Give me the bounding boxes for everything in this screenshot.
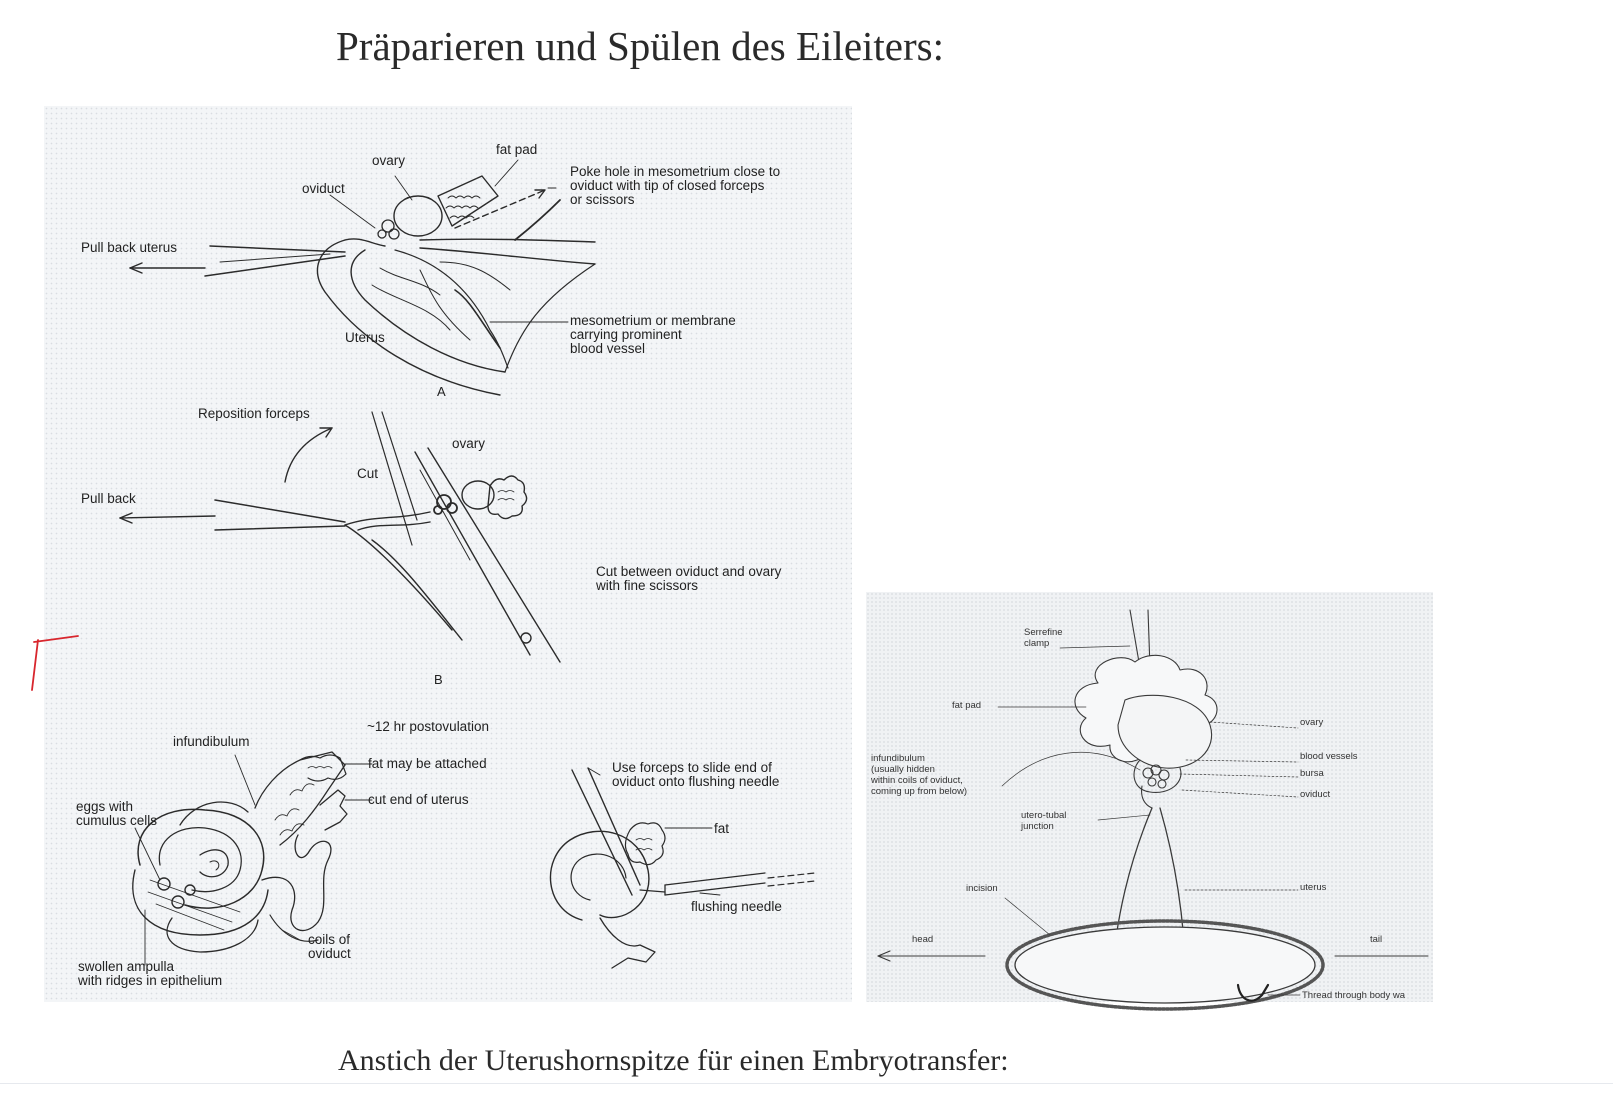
label-oviduct-e: oviduct xyxy=(1300,789,1331,800)
label-cut-between-1: Cut between oviduct and ovary xyxy=(596,564,782,579)
label-infundibulum-e-1: infundibulum xyxy=(871,753,925,764)
panel-label-a: A xyxy=(437,384,446,399)
label-incision: incision xyxy=(966,883,998,894)
label-fat-d: fat xyxy=(714,821,730,836)
label-use-forceps-2: oviduct onto flushing needle xyxy=(612,774,780,789)
label-utero-tubal-2: junction xyxy=(1021,821,1054,832)
label-head: head xyxy=(912,934,934,945)
label-ovary-e: ovary xyxy=(1300,717,1324,728)
label-serrefine-1: Serrefine xyxy=(1024,627,1063,638)
label-flushing-needle: flushing needle xyxy=(691,899,782,914)
label-infundibulum-e-2: (usually hidden xyxy=(871,764,935,775)
label-oviduct-a: oviduct xyxy=(302,181,345,196)
label-pull-back: Pull back xyxy=(81,491,136,506)
label-poke-line-2: oviduct with tip of closed forceps xyxy=(570,178,765,193)
label-bursa: bursa xyxy=(1300,768,1324,779)
label-coils-2: oviduct xyxy=(308,946,351,961)
label-uterus-a: Uterus xyxy=(345,330,385,345)
figure-e-drawing xyxy=(878,610,1428,1009)
label-use-forceps-1: Use forceps to slide end of xyxy=(612,760,772,775)
label-fat-pad-a: fat pad xyxy=(496,142,538,157)
label-poke-line-3: or scissors xyxy=(570,192,635,207)
incision-e xyxy=(1015,927,1315,1003)
section-title-embryotransfer: Anstich der Uterushornspitze für einen Embryotransfer: xyxy=(338,1044,1009,1077)
label-uterus-e: uterus xyxy=(1300,882,1327,893)
label-pull-back-uterus: Pull back uterus xyxy=(81,240,178,255)
label-eggs-2: cumulus cells xyxy=(76,813,158,828)
label-infundibulum-c: infundibulum xyxy=(173,734,250,749)
label-ovary-a: ovary xyxy=(372,153,406,168)
label-swollen-1: swollen ampulla xyxy=(78,959,175,974)
label-tail: tail xyxy=(1370,934,1383,945)
label-cut-end-uterus: cut end of uterus xyxy=(368,792,469,807)
panel-label-b: B xyxy=(434,672,443,687)
label-infundibulum-e-3: within coils of oviduct, xyxy=(871,775,963,786)
label-swollen-2: with ridges in epithelium xyxy=(78,973,223,988)
label-fat-attached: fat may be attached xyxy=(368,756,487,771)
label-reposition-forceps: Reposition forceps xyxy=(198,406,310,421)
label-thread: Thread through body wa xyxy=(1302,990,1405,1001)
page-title: Präparieren und Spülen des Eileiters: xyxy=(336,23,944,69)
label-poke-line-1: Poke hole in mesometrium close to xyxy=(570,164,781,179)
label-postovulation: ~12 hr postovulation xyxy=(367,719,489,734)
label-blood-vessels: blood vessels xyxy=(1300,751,1358,762)
label-infundibulum-e-4: coming up from below) xyxy=(871,786,968,797)
bottom-divider xyxy=(0,1083,1613,1084)
label-fat-pad-e: fat pad xyxy=(952,700,982,711)
label-cut-between-2: with fine scissors xyxy=(596,578,699,593)
label-coils-1: coils of xyxy=(308,932,351,947)
label-meso-line-2: carrying prominent xyxy=(570,327,682,342)
label-cut: Cut xyxy=(357,466,379,481)
label-meso-line-1: mesometrium or membrane xyxy=(570,313,736,328)
label-ovary-b: ovary xyxy=(452,436,486,451)
label-serrefine-2: clamp xyxy=(1024,638,1050,649)
label-utero-tubal-1: utero-tubal xyxy=(1021,810,1067,821)
label-meso-line-3: blood vessel xyxy=(570,341,646,356)
label-eggs-1: eggs with xyxy=(76,799,134,814)
